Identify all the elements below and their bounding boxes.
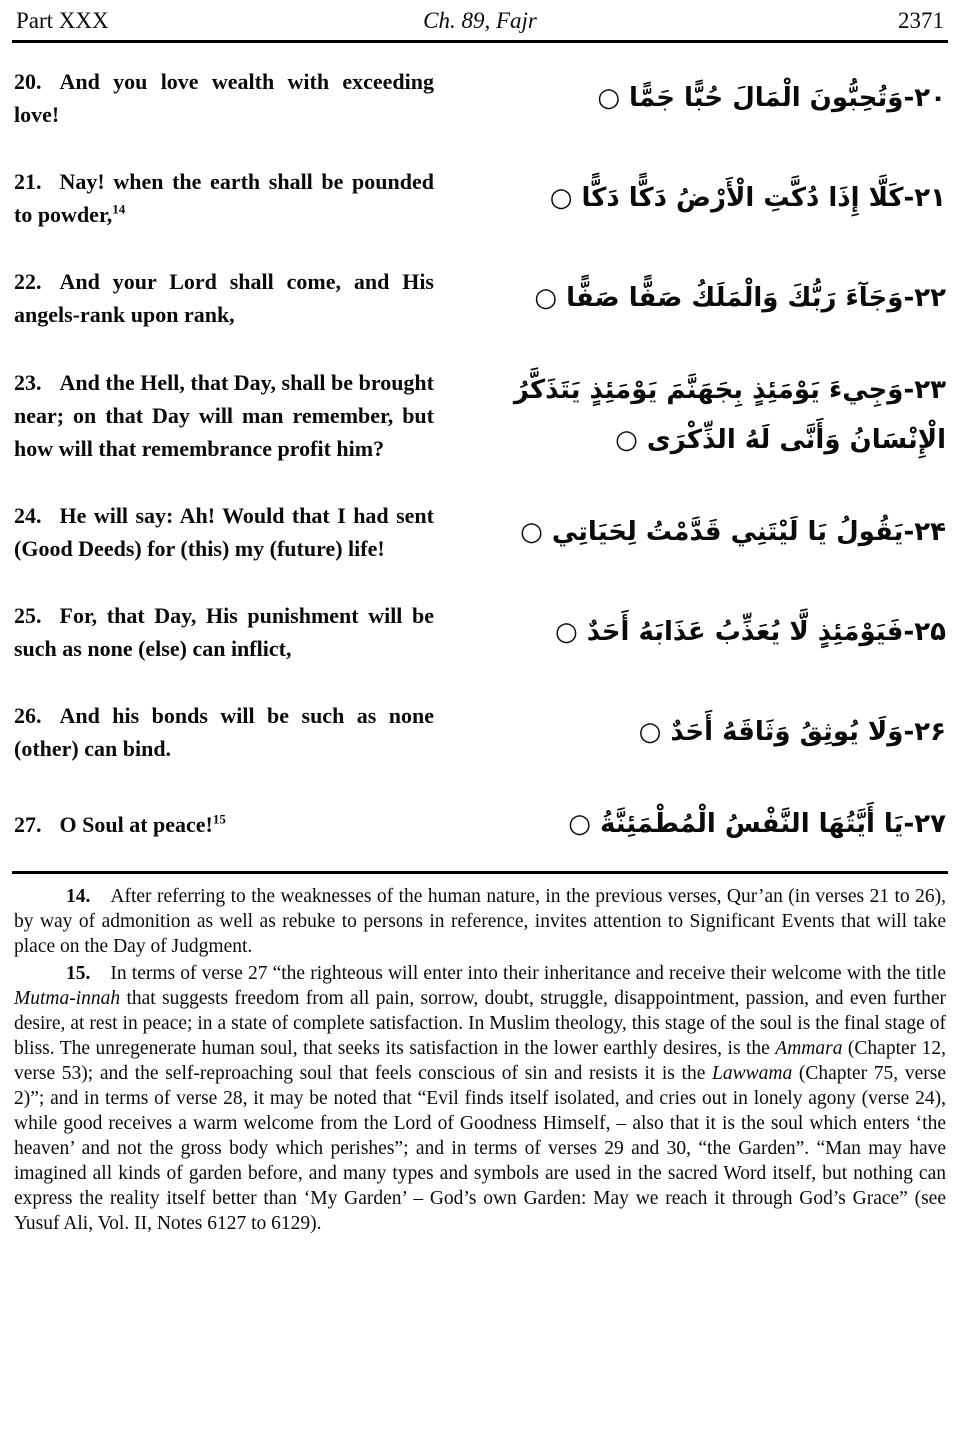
verse-number: 27. [14,811,42,837]
verse-arabic: ۲۴-يَقُولُ يَا لَيْتَنِي قَدَّمْتُ لِحَيَاتِي ○ [520,517,946,547]
verse-row-27 [14,799,946,849]
footnote-text: After referring to the weaknesses of the human nature, in the previous verses, Qur’an (in verses 21 to 26), by way of admonition as well as rebuke to persons in reference, invites attention to Significant Events that will take place on the Day of Judgment. [14,886,946,957]
verse-arabic: ۲۰-وَتُحِبُّونَ الْمَالَ حُبًّا جَمًّا ○ [597,83,946,113]
footnotes-section [12,874,948,1236]
verse-row-26 [14,699,946,765]
verse-text: And you love wealth with exceeding love! [14,69,434,127]
verse-row-22 [14,265,946,331]
page-number: 2371 [898,8,944,33]
footnote-15 [14,961,946,1236]
verse-row-23 [14,365,946,465]
verse-number: 22. [14,269,42,294]
verse-english [14,366,434,465]
footnote-term-ammara: Ammara [775,1038,843,1059]
verse-arabic: ۲۵-فَيَوْمَئِذٍ لَّا يُعَذِّبُ عَذَابَهُ أَحَدٌ ○ [555,617,946,647]
verse-arabic: ۲۶-وَلَا يُوثِقُ وَثَاقَهُ أَحَدٌ ○ [638,717,946,747]
verse-row-21 [14,165,946,231]
verse-text: For, that Day, His punishment will be such as none (else) can inflict, [14,603,434,661]
verse-text: And your Lord shall come, and His angels-rank upon rank, [14,269,434,327]
footnote-number: 15. [66,963,91,984]
footnote-text: (Chapter 75, verse 2)”; and in terms of verse 28, it may be noted that “Evil finds itself isolated, and cries out in lonely agony (verse 24), while good receives a warm welcome from the Lord of Goodness Himself, – also that it is the soul which enters ‘the heaven’ and not the gross body which perishes”; and in terms of verses 29 and 30, “the Garden”. “Man may have imagined all kinds of garden before, and many types and symbols are used in the sacred Word itself, but nothing can express the reality itself better than ‘My Garden’ – God’s own Garden: May we reach it through God’s Grace” (see Yusuf Ali, Vol. II, Notes 6127 to 6129). [14,1063,946,1234]
verse-row-25 [14,599,946,665]
verses-section [12,43,948,871]
verse-english [14,599,434,665]
chapter-title: Ch. 89, Fajr [423,8,537,33]
verse-row-24 [14,499,946,565]
verse-text: O Soul at peace! [59,811,213,837]
footnote-term-mutma-innah: Mutma-innah [14,988,121,1009]
verse-english [14,165,434,231]
verse-text: Nay! when the earth shall be pounded to powder, [14,169,434,227]
footnote-14 [14,884,946,959]
verse-text: And the Hell, that Day, shall be brought near; on that Day will man remember, but how will that remembrance profit him? [14,369,434,461]
footnote-text: that suggests freedom from all pain, sorrow, doubt, struggle, disappointment, passion, and even further desire, at rest in peace; in a state of complete satisfaction. In Muslim theology, this stage of the soul is the final stage of bliss. The unregenerate human soul, that seeks its satisfaction in the lower earthly desires, is the [14,988,946,1059]
page-header [12,6,948,40]
verse-number: 20. [14,69,42,94]
verse-arabic: ۲۷-يَا أَيَّتُهَا النَّفْسُ الْمُطْمَئِنَّةُ ○ [568,809,946,839]
verse-english [14,265,434,331]
footnote-ref: 14 [112,201,126,217]
verse-text: And his bonds will be such as none (other) can bind. [14,703,434,761]
verse-english [14,499,434,565]
footnote-number: 14. [66,886,91,907]
footnote-text: In terms of verse 27 “the righteous will enter into their inheritance and receive their welcome with the title [110,963,946,984]
verse-number: 21. [14,169,42,194]
footnote-term-lawwama: Lawwama [712,1063,793,1084]
verse-english [14,65,434,131]
verse-number: 24. [14,503,42,528]
verse-number: 23. [14,369,42,395]
verse-arabic: ۲۲-وَجَآءَ رَبُّكَ وَالْمَلَكُ صَفًّا صَفًّا ○ [534,283,946,313]
verse-row-20 [14,65,946,131]
part-label: Part XXX [16,8,109,33]
footnote-text: (Chapter 12, verse 53); and the self-reproaching soul that feels conscious of sin and resists it is the [14,1038,946,1084]
verse-number: 25. [14,603,42,628]
verse-english [14,808,434,841]
verse-arabic: ۲۱-كَلَّا إِذَا دُكَّتِ الْأَرْضُ دَكًّا دَكًّا ○ [549,183,946,213]
verse-text: He will say: Ah! Would that I had sent (Good Deeds) for (this) my (future) life! [14,503,434,561]
verse-number: 26. [14,703,42,728]
verse-arabic: ۲۳-وَجِيءَ يَوْمَئِذٍ بِجَهَنَّمَ يَوْمَئِذٍ يَتَذَكَّرُ الْإِنْسَانُ وَأَنَّى لَهُ الذِّكْرَى ○ [513,375,946,455]
verse-english [14,699,434,765]
footnote-ref: 15 [212,811,226,827]
